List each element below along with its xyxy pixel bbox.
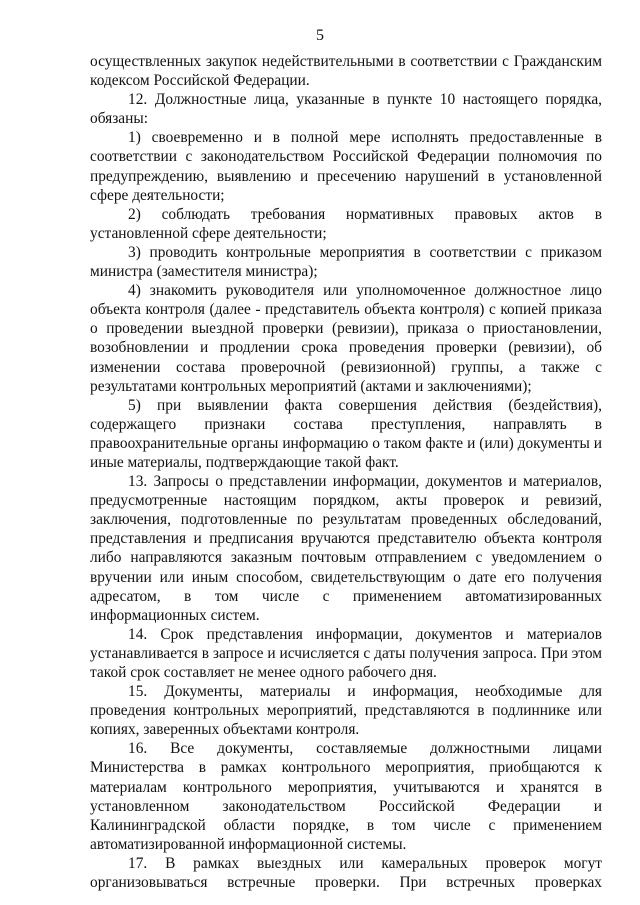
text-line: 4) знакомить руководителя или уполномоченное должностное лицо — [128, 282, 602, 300]
text-line: 16. Все документы, составляемые должностными лицами — [128, 740, 602, 758]
text-line: результатами контрольных мероприятий (актами и заключениями); — [90, 377, 532, 395]
text-line: возобновлении и продлении срока проведения проверки (ревизии), об — [90, 339, 602, 357]
text-line: такой срок составляет не менее одного рабочего дня. — [90, 664, 437, 681]
text-line: 1) своевременно и в полной мере исполнять предоставленные в — [128, 129, 602, 147]
text-line: информационных систем. — [90, 606, 260, 624]
text-line: министра (заместителя министра); — [90, 263, 318, 281]
text-line: предусмотренные настоящим порядком, акты проверок и ревизий, — [90, 492, 602, 510]
text-line: 5) при выявлении факта совершения действия (бездействия), — [128, 396, 602, 414]
text-line: проведения контрольных мероприятий, представляются в подлиннике или — [90, 702, 602, 720]
text-line: предупреждению, выявлению и пресечению нарушений в установленной — [90, 167, 602, 185]
text-line: о проведении выездной проверки (ревизии), приказа о приостановлении, — [90, 320, 602, 338]
text-line: изменении состава проверочной (ревизионной) группы, а также с — [90, 358, 602, 376]
text-line: заключения, подготовленные по результатам проведенных обследований, — [90, 511, 602, 529]
text-line: копиях, заверенных объектами контроля. — [90, 721, 360, 739]
text-line: Калининградской области порядке, в том числе с применением — [90, 816, 602, 834]
text-line: 3) проводить контрольные мероприятия в соответствии с приказом — [128, 243, 602, 261]
text-line: 2) соблюдать требования нормативных правовых актов в — [128, 205, 602, 223]
text-line: материалам контрольного мероприятия, учитываются и хранятся в — [90, 778, 602, 796]
text-line: адресатом, в том числе с применением автоматизированных — [90, 587, 602, 605]
text-line: Министерства в рамках контрольного мероприятия, приобщаются к — [90, 759, 602, 777]
text-line: 13. Запросы о представлении информации, документов и материалов, — [128, 473, 602, 491]
text-line: осуществленных закупок недействительными в соответствии с Гражданским — [90, 53, 602, 70]
text-line: установленном законодательством Российской Федерации и — [90, 797, 602, 815]
text-line: содержащего признаки состава преступления, направлять в — [90, 415, 602, 433]
text-line: кодексом Российской Федерации. — [90, 72, 310, 90]
text-line: объекта контроля (далее - представитель объекта контроля) с копией приказа — [90, 301, 602, 319]
text-line: соответствии с законодательством Российской Федерации полномочия по — [90, 148, 602, 166]
text-line: представления и предписания вручаются представителю объекта контроля — [90, 530, 602, 548]
text-line: 17. В рамках выездных или камеральных проверок могут — [128, 854, 602, 872]
text-line: либо направляются заказным почтовым отправлением с уведомлением о — [90, 549, 602, 567]
text-line: устанавливается в запросе и исчисляется с даты получения запроса. При этом — [90, 644, 602, 662]
text-line: иные материалы, подтверждающие такой факт. — [90, 453, 399, 471]
text-line: организовываться встречные проверки. При встречных проверках — [90, 874, 602, 892]
text-line: автоматизированной информационной системы. — [90, 835, 407, 853]
text-line: правоохранительные органы информацию о таком факте и (или) документы и — [90, 434, 602, 452]
text-line: 12. Должностные лица, указанные в пункте 10 настоящего порядка, — [128, 91, 602, 109]
text-line: вручении или иным способом, свидетельствующим о дате его получения — [90, 568, 602, 586]
text-line: обязаны: — [90, 110, 148, 128]
text-line: 15. Документы, материалы и информация, необходимые для — [128, 683, 602, 701]
text-line: сфере деятельности; — [90, 186, 225, 204]
text-line: установленной сфере деятельности; — [90, 224, 327, 242]
page-number: 5 — [316, 27, 324, 44]
body-text — [90, 52, 602, 892]
text-line: 14. Срок представления информации, документов и материалов — [128, 625, 602, 643]
